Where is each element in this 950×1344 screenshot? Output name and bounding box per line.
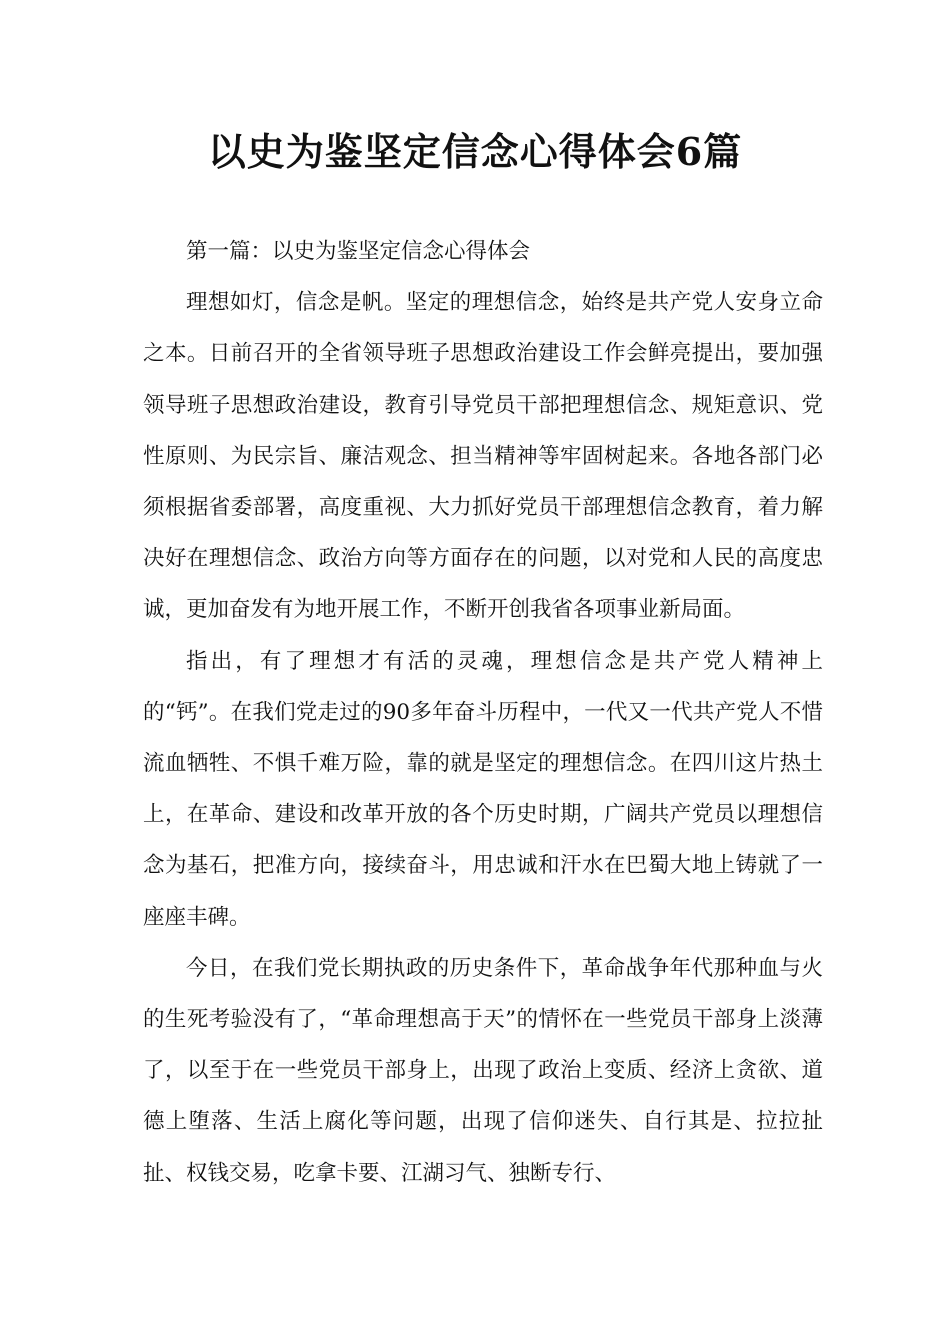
paragraph-3: 今日，在我们党长期执政的历史条件下，革命战争年代那种血与火的生死考验没有了，“革命理想高于天”的情怀在一些党员干部身上淡薄了，以至于在一些党员干部身上，出现了政治上变质、经济上贪欲、道德上堕落、生活上腐化等问题，出现了信仰迷失、自行其是、拉拉扯扯、权钱交易，吃拿卡要、江湖习气、独断专行、 — [143, 955, 823, 1186]
section-heading: 第一篇：以史为鉴坚定信念心得体会 — [186, 239, 531, 264]
document-title: 以史为鉴坚定信念心得体会6篇 — [207, 129, 743, 174]
document-body — [143, 226, 823, 1199]
paragraph-1: 理想如灯，信念是帆。坚定的理想信念，始终是共产党人安身立命之本。日前召开的全省领导班子思想政治建设工作会鲜亮提出，要加强领导班子思想政治建设，教育引导党员干部把理想信念、规矩意识、党性原则、为民宗旨、廉洁观念、担当精神等牢固树起来。各地各部门必须根据省委部署，高度重视、大力抓好党员干部理想信念教育，着力解决好在理想信念、政治方向等方面存在的问题，以对党和人民的高度忠诚，更加奋发有为地开展工作，不断开创我省各项事业新局面。 — [143, 290, 823, 623]
paragraph-2: 指出，有了理想才有活的灵魂，理想信念是共产党人精神上的“钙”。在我们党走过的90多年奋斗历程中，一代又一代共产党人不惜流血牺牲、不惧千难万险，靠的就是坚定的理想信念。在四川这片热土上，在革命、建设和改革开放的各个历史时期，广阔共产党员以理想信念为基石，把准方向，接续奋斗，用忠诚和汗水在巴蜀大地上铸就了一座座丰碑。 — [143, 648, 823, 930]
